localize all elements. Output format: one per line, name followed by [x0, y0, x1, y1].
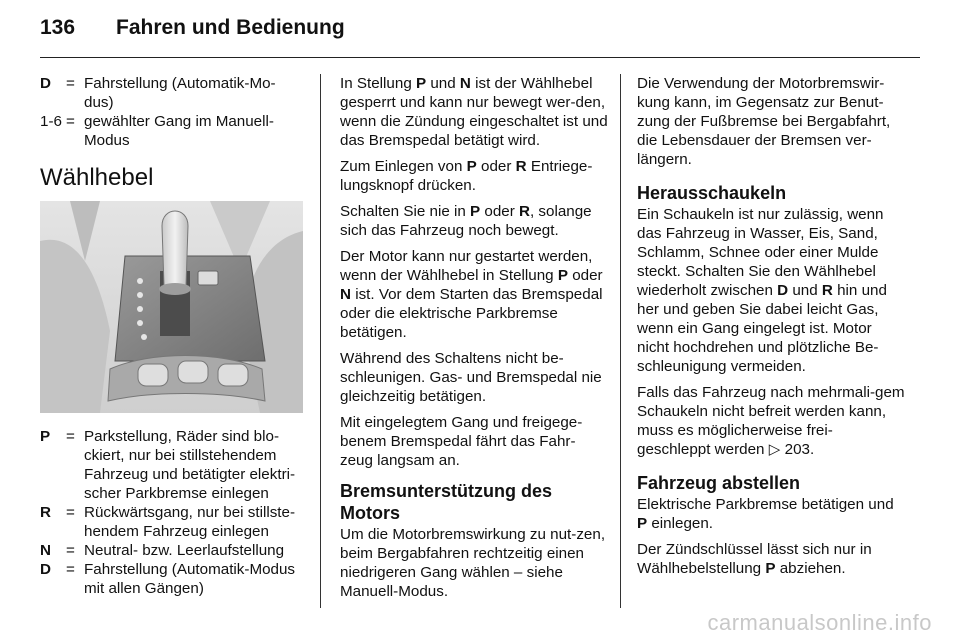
description: Neutral- bzw. Leerlaufstellung [84, 542, 285, 559]
section-title: Wählhebel [40, 164, 154, 191]
list-item [40, 503, 305, 541]
equals: = [66, 428, 75, 445]
paragraph: Ein Schaukeln ist nur zulässig, wenn das Fahrzeug in Wasser, Eis, Sand, Schlamm, Schnee oder einer Mulde steckt. Schalten Sie den Wählhebel wiederholt zwischen D und R hin und her und geben Sie dabei leicht Gas, wenn ein Gang eingelegt ist. Motor nicht hochdrehen und plötzliche Be-schleunigung vermeiden. [637, 206, 887, 375]
equals: = [66, 113, 75, 130]
equals: = [66, 504, 75, 521]
term: 1-6 [40, 113, 62, 130]
subheading-bremsunterstuetzung: Bremsunterstützung des Motors [340, 481, 553, 523]
term: N [40, 542, 51, 559]
paragraph: Schalten Sie nie in P oder R, solange sich das Fahrzeug noch bewegt. [340, 203, 592, 239]
page-number: 136 [40, 16, 76, 39]
description: Parkstellung, Räder sind blo-ckiert, nur bei stillstehendem Fahrzeug und betätigter elektri-scher Parkbremse einlegen [84, 428, 296, 502]
paragraph: Elektrische Parkbremse betätigen und P einlegen. [637, 496, 894, 532]
page-header [40, 16, 345, 40]
description: Rückwärtsgang, nur bei stillste-hendem Fahrzeug einlegen [84, 504, 296, 540]
description: Fahrstellung (Automatik-Mo-dus) [84, 75, 276, 111]
paragraph: Während des Schaltens nicht be-schleunigen. Gas- und Bremspedal nie gleichzeitig betätigen. [340, 350, 602, 405]
column-3 [637, 74, 905, 585]
mode-list [40, 74, 305, 150]
paragraph: Der Motor kann nur gestartet werden, wenn der Wählhebel in Stellung P oder N ist. Vor dem Starten das Bremspedal oder die elektrische Parkbremse betätigen. [340, 248, 603, 341]
paragraph: Der Zündschlüssel lässt sich nur in Wählhebelstellung P abziehen. [637, 541, 872, 577]
equals: = [66, 561, 75, 578]
page-title: Fahren und Bedienung [116, 16, 345, 39]
subheading-fahrzeug-abstellen: Fahrzeug abstellen [637, 473, 801, 493]
lever-position-list [40, 427, 305, 598]
watermark: carmanualsonline.info [707, 610, 932, 635]
column-2 [340, 74, 608, 608]
term: R [40, 504, 51, 521]
paragraph: Die Verwendung der Motorbremswir-kung kann, im Gegensatz zur Benut-zung der Fußbremse bei Bergabfahrt, die Lebensdauer der Bremsen ver-längern. [637, 75, 891, 168]
paragraph: In Stellung P und N ist der Wählhebel gesperrt und kann nur bewegt wer-den, wenn die Zündung eingeschaltet ist und das Bremspedal betätigt wird. [340, 75, 608, 149]
list-item [40, 560, 305, 598]
subheading-herausschaukeln: Herausschaukeln [637, 183, 787, 203]
list-item [40, 112, 305, 150]
paragraph: Um die Motorbremswirkung zu nut-zen, beim Bergabfahren rechtzeitig einen niedrigeren Gang wählen – siehe Manuell-Modus. [340, 526, 606, 600]
paragraph: Mit eingelegtem Gang und freigege-benem Bremspedal fährt das Fahr-zeug langsam an. [340, 414, 583, 469]
term: P [40, 428, 51, 445]
gear-selector-illustration-icon [40, 201, 303, 413]
header-rule [40, 57, 920, 58]
paragraph: Falls das Fahrzeug nach mehrmali-gem Schaukeln nicht befreit werden kann, muss es möglicherweise frei-geschleppt werden ▷ 203. [637, 384, 905, 458]
page-reference-arrow-icon: ▷ [768, 441, 781, 458]
column-1 [40, 74, 305, 598]
paragraph: Zum Einlegen von P oder R Entriege-lungsknopf drücken. [340, 158, 593, 194]
term: D [40, 561, 51, 578]
equals: = [66, 75, 75, 92]
list-item [40, 74, 305, 112]
description: Fahrstellung (Automatik-Modus mit allen Gängen) [84, 561, 296, 597]
description: gewählter Gang im Manuell-Modus [84, 113, 274, 149]
equals: = [66, 542, 75, 559]
list-item [40, 427, 305, 503]
column-divider-2 [620, 74, 621, 608]
term: D [40, 75, 51, 92]
list-item [40, 541, 305, 560]
column-divider-1 [320, 74, 321, 608]
